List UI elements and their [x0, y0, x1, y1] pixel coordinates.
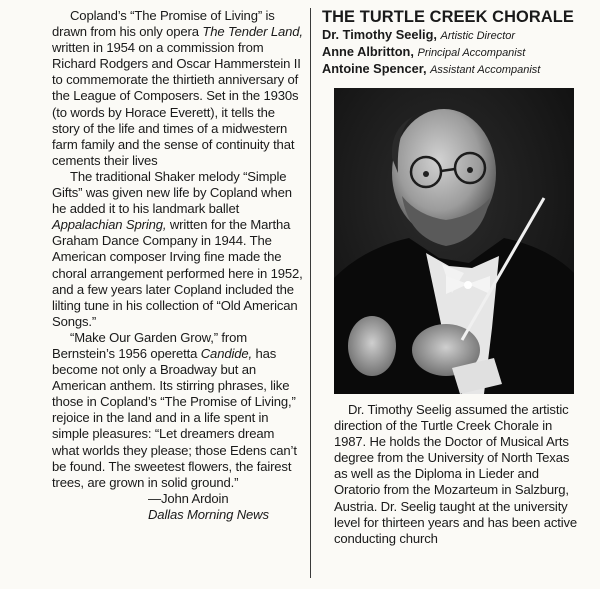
staff-line: [322, 61, 592, 78]
portrait-illustration: [334, 88, 574, 394]
operetta-title: Candide,: [200, 345, 252, 361]
essay-column: [52, 8, 304, 523]
opera-title: The Tender Land,: [202, 24, 303, 40]
essay-paragraph: The traditional Shaker melody “Simple Gifts” was given new life by Copland when he added it to his landmark ballet Appalachian Spring, written for the Martha Graham Dance Company in 1944. The American composer Irving fine made the choral arrangement performed here in 1952, and a few years later Copland included the lilting tune in his collection of “Old American Songs.”: [52, 168, 303, 329]
essay-paragraph: Copland’s “The Promise of Living” is drawn from his only opera The Tender Land, written in 1954 on a commission from Richard Rodgers and Oscar Hammerstein II to commemorate the thirtieth anniversary of the League of Composers. Set in the 1930s (to words by Horace Everett), it tells the story of the life and times of a midwestern farm family and the sense of continuity that cements their lives: [52, 8, 303, 168]
staff-name: Antoine Spencer,: [322, 61, 427, 76]
staff-line: [322, 44, 592, 61]
attribution-publication: Dallas Morning News: [148, 506, 269, 522]
staff-name: Anne Albritton,: [322, 44, 414, 59]
staff-role: Principal Accompanist: [417, 47, 526, 59]
attribution-author: —John Ardoin: [148, 490, 229, 506]
staff-line: [322, 27, 592, 44]
staff-role: Assistant Accompanist: [430, 64, 541, 76]
chorale-title: THE TURTLE CREEK CHORALE: [322, 8, 574, 26]
conductor-portrait-photo: [334, 88, 574, 394]
essay-paragraph: “Make Our Garden Grow,” from Bernstein’s 1956 operetta Candide, has become not only a Broadway but an American anthem. Its stirring phrases, like those in Copland’s “The Promise of Living,” rejoice in the land and in a life spent in simple pleasures: “Let dreamers dream what worlds they please; those Edens can’t be found. The sweetest flowers, the fairest trees, are grown in solid ground.”: [52, 329, 297, 490]
staff-role: Artistic Director: [440, 30, 516, 42]
chorale-header: [322, 8, 592, 78]
staff-name: Dr. Timothy Seelig,: [322, 27, 437, 42]
attribution: [52, 491, 304, 523]
director-bio: Dr. Timothy Seelig assumed the artistic direction of the Turtle Creek Chorale in 1987. He holds the Doctor of Musical Arts degree from the University of North Texas as well as the Diploma in Lieder and Oratorio from the Mozarteum in Salzburg, Austria. Dr. Seelig taught at the university level for thirteen years and has been active conducting church: [334, 402, 578, 546]
ballet-title: Appalachian Spring,: [52, 217, 167, 233]
column-divider: [310, 8, 311, 578]
